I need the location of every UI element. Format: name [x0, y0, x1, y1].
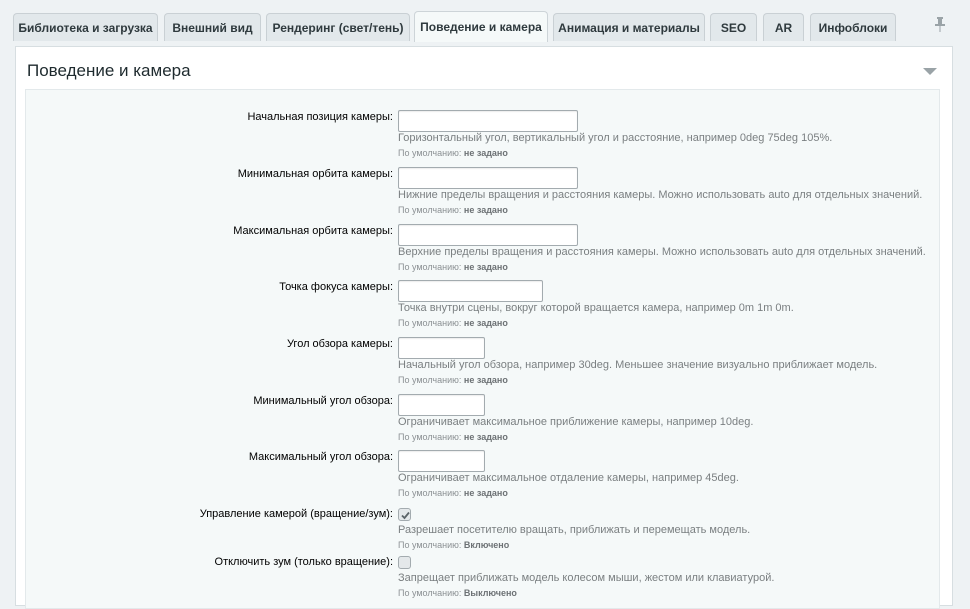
tab-label: Инфоблоки	[818, 20, 888, 35]
tab-label: Поведение и камера	[420, 20, 542, 34]
field-hint: Верхние пределы вращения и расстояния камеры. Можно использовать auto для отдельных значений.	[398, 246, 926, 258]
default-value: не задано	[463, 375, 508, 385]
tab-rendering[interactable]	[266, 13, 410, 41]
default-value: не задано	[463, 148, 508, 158]
default-prefix: По умолчанию:	[398, 375, 462, 385]
settings-form	[25, 89, 940, 609]
tab-seo[interactable]	[710, 13, 757, 41]
field-default	[398, 148, 508, 158]
field-label: Точка фокуса камеры:	[279, 281, 393, 293]
default-value: не задано	[463, 262, 508, 272]
tab-label: Библиотека и загрузка	[18, 20, 153, 35]
tab-appearance[interactable]	[164, 13, 261, 41]
tab-animation-materials[interactable]	[553, 13, 705, 41]
field-hint: Нижние пределы вращения и расстояния камеры. Можно использовать auto для отдельных значений.	[398, 189, 923, 201]
field-label: Минимальная орбита камеры:	[237, 168, 393, 180]
field-hint: Разрешает посетителю вращать, приближать и перемещать модель.	[398, 524, 751, 536]
field-default	[398, 262, 508, 272]
field-hint: Ограничивает максимальное приближение камеры, например 10deg.	[398, 416, 754, 428]
camera-controls-checkbox[interactable]	[398, 508, 411, 521]
field-default	[398, 540, 509, 550]
field-default	[398, 375, 508, 385]
field-hint: Точка внутри сцены, вокруг которой вращается камера, например 0m 1m 0m.	[398, 302, 794, 314]
default-prefix: По умолчанию:	[398, 540, 462, 550]
max-field-of-view-input[interactable]	[398, 450, 485, 472]
tab-infoblocks[interactable]	[810, 13, 896, 41]
field-default	[398, 432, 508, 442]
default-prefix: По умолчанию:	[398, 432, 462, 442]
field-hint: Запрещает приближать модель колесом мыши, жестом или клавиатурой.	[398, 572, 775, 584]
field-label: Начальная позиция камеры:	[247, 111, 393, 123]
field-label: Угол обзора камеры:	[286, 338, 393, 350]
tab-library[interactable]	[13, 13, 158, 41]
settings-panel	[15, 46, 953, 606]
disable-zoom-checkbox[interactable]	[398, 556, 411, 569]
default-prefix: По умолчанию:	[398, 262, 462, 272]
tab-label: Внешний вид	[172, 20, 253, 35]
tab-label: Рендеринг (свет/тень)	[272, 20, 404, 35]
field-label: Управление камерой (вращение/зум):	[199, 508, 393, 520]
field-default	[398, 488, 508, 498]
field-hint: Горизонтальный угол, вертикальный угол и расстояние, например 0deg 75deg 105%.	[398, 132, 833, 144]
default-prefix: По умолчанию:	[398, 205, 462, 215]
panel-title: Поведение и камера	[27, 61, 191, 80]
default-prefix: По умолчанию:	[398, 488, 462, 498]
tab-label: AR	[774, 20, 793, 35]
field-label: Максимальный угол обзора:	[248, 451, 393, 463]
tab-label: Анимация и материалы	[558, 20, 700, 35]
default-value: не задано	[463, 488, 508, 498]
min-camera-orbit-input[interactable]	[398, 167, 578, 189]
camera-target-input[interactable]	[398, 280, 543, 302]
pin-icon[interactable]	[934, 17, 946, 33]
initial-camera-position-input[interactable]	[398, 110, 578, 132]
field-hint: Ограничивает максимальное отдаление камеры, например 45deg.	[398, 472, 739, 484]
default-value: Включено	[463, 540, 510, 550]
default-prefix: По умолчанию:	[398, 318, 462, 328]
default-value: не задано	[463, 205, 508, 215]
field-default	[398, 318, 508, 328]
checkmark-icon	[400, 510, 411, 521]
field-label: Минимальный угол обзора:	[253, 395, 393, 407]
field-hint: Начальный угол обзора, например 30deg. Меньшее значение визуально приближает модель.	[398, 359, 878, 371]
field-default	[398, 588, 517, 598]
collapse-icon[interactable]	[923, 64, 937, 74]
tab-ar[interactable]	[763, 13, 804, 41]
field-of-view-input[interactable]	[398, 337, 485, 359]
default-prefix: По умолчанию:	[398, 148, 462, 158]
min-field-of-view-input[interactable]	[398, 394, 485, 416]
field-label: Отключить зум (только вращение):	[214, 556, 393, 568]
tab-label: SEO	[720, 20, 747, 35]
tab-behavior-camera[interactable]	[414, 11, 548, 42]
field-label: Максимальная орбита камеры:	[233, 225, 393, 237]
default-value: не задано	[463, 432, 508, 442]
default-value: не задано	[463, 318, 508, 328]
default-prefix: По умолчанию:	[398, 588, 462, 598]
default-value: Выключено	[463, 588, 517, 598]
max-camera-orbit-input[interactable]	[398, 224, 578, 246]
field-default	[398, 205, 508, 215]
